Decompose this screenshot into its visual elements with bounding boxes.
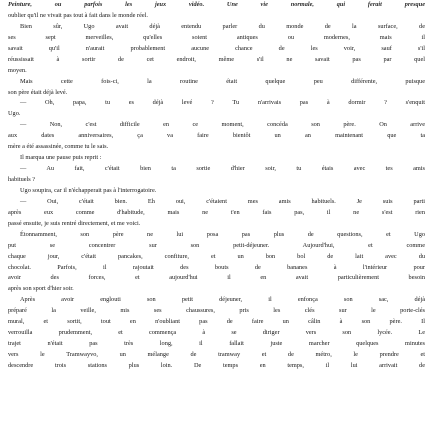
- text-line: passé ensuite, je suis rentré directement, et me voici.: [8, 219, 141, 227]
- text-line: avoir des forces, et aujourd'hui il en avait particulièrement besoin: [8, 274, 425, 282]
- text-line: Ugo soupira, car il n'échapperait pas à l'interrogatoire.: [20, 186, 157, 194]
- text-line: Peinture, ou parfois les jeux vidéo. Une vie normale, qui ferait presque: [8, 1, 425, 8]
- text-line: — Au fait, c'était bien ta sortie d'hier soir, tu étais avec tes amis: [20, 165, 425, 173]
- text-line: habituels ?: [8, 176, 36, 183]
- text-line: après son sport d'hier soir.: [8, 285, 74, 293]
- text-line: trajet n'était pas très long, il fallait juste marcher quelques minutes: [8, 340, 425, 348]
- text-line: chocolat. Parfois, il rajoutait des bouts de bananes à l'intérieur pour: [8, 263, 425, 271]
- text-line: vers le Tramwayvo, un mélange de tramway et de métro, le prendre et: [8, 351, 425, 358]
- text-line: moyen.: [8, 66, 27, 74]
- text-line: chaque jour, c'était pancakes, confiture, et un bon bol de lait avec du: [8, 252, 425, 260]
- text-line: Étonnamment, son père ne lui posa pas plus de questions, et Ugo: [20, 230, 425, 238]
- text-line: savait qu'il n'aurait probablement aucune chance de les voir, sauf s'il: [8, 44, 425, 52]
- text-line: aux dates anniversaires, ça va faire bientôt un an maintenant que ta: [8, 132, 425, 140]
- text-line: — Oh, papa, tu es déjà levé ? Tu n'arrivais pas à dormir ? s'enquit: [20, 99, 425, 107]
- text-line: put se concentrer sur son petit-déjeuner. Aujourd'hui, et comme: [8, 241, 425, 249]
- text-line: Après avoir englouti son petit déjeuner, il enfonça son sac, déjà: [20, 296, 425, 304]
- text-line: oublier qu'il ne vivait pas tout à fait dans le monde réel.: [8, 11, 148, 19]
- text-line: préparé la veille, mis ses chaussures, pris les clés sur le porte-clés: [8, 307, 425, 315]
- text-line: mural, et sortit, tout en n'oubliant pas de faire un câlin à son père. Il: [8, 318, 425, 326]
- text-line: Ugo.: [8, 110, 21, 118]
- text-line: Bien sûr, Ugo avait déjà entendu parler du monde de la surface, de: [20, 22, 425, 30]
- text-line: verrouilla prudemment, et commença à se diriger vers son lycée. Le: [8, 329, 425, 337]
- text-line: Il marqua une pause puis reprit :: [20, 154, 102, 162]
- text-line: après eux comme d'habitude, mais ne t'en fais pas, il ne s'est rien: [8, 208, 425, 216]
- text-line: Mais cette fois-ci, la routine était quelque peu différente, puisque: [20, 77, 425, 85]
- text-line: — Non, c'est difficile en ce moment, concéda son père. On arrive: [20, 121, 425, 129]
- book-page: [8, 0, 425, 433]
- text-line: son père était déjà levé.: [8, 88, 68, 96]
- text-line: mère a été assassinée, comme tu le sais.: [8, 143, 109, 151]
- text-line: réussissait à sortir de cet endroit, même s'il ne savait pas par quel: [8, 55, 425, 63]
- text-line: ses sept merveilles, qu'elles soient antiques ou modernes, mais il: [8, 33, 425, 41]
- text-line: descendre trois stations plus loin. De temps en temps, il lui arrivait de: [8, 361, 425, 369]
- text-line: — Oui, c'était bien. Eh oui, c'étaient mes amis habituels. Je suis parti: [20, 197, 425, 205]
